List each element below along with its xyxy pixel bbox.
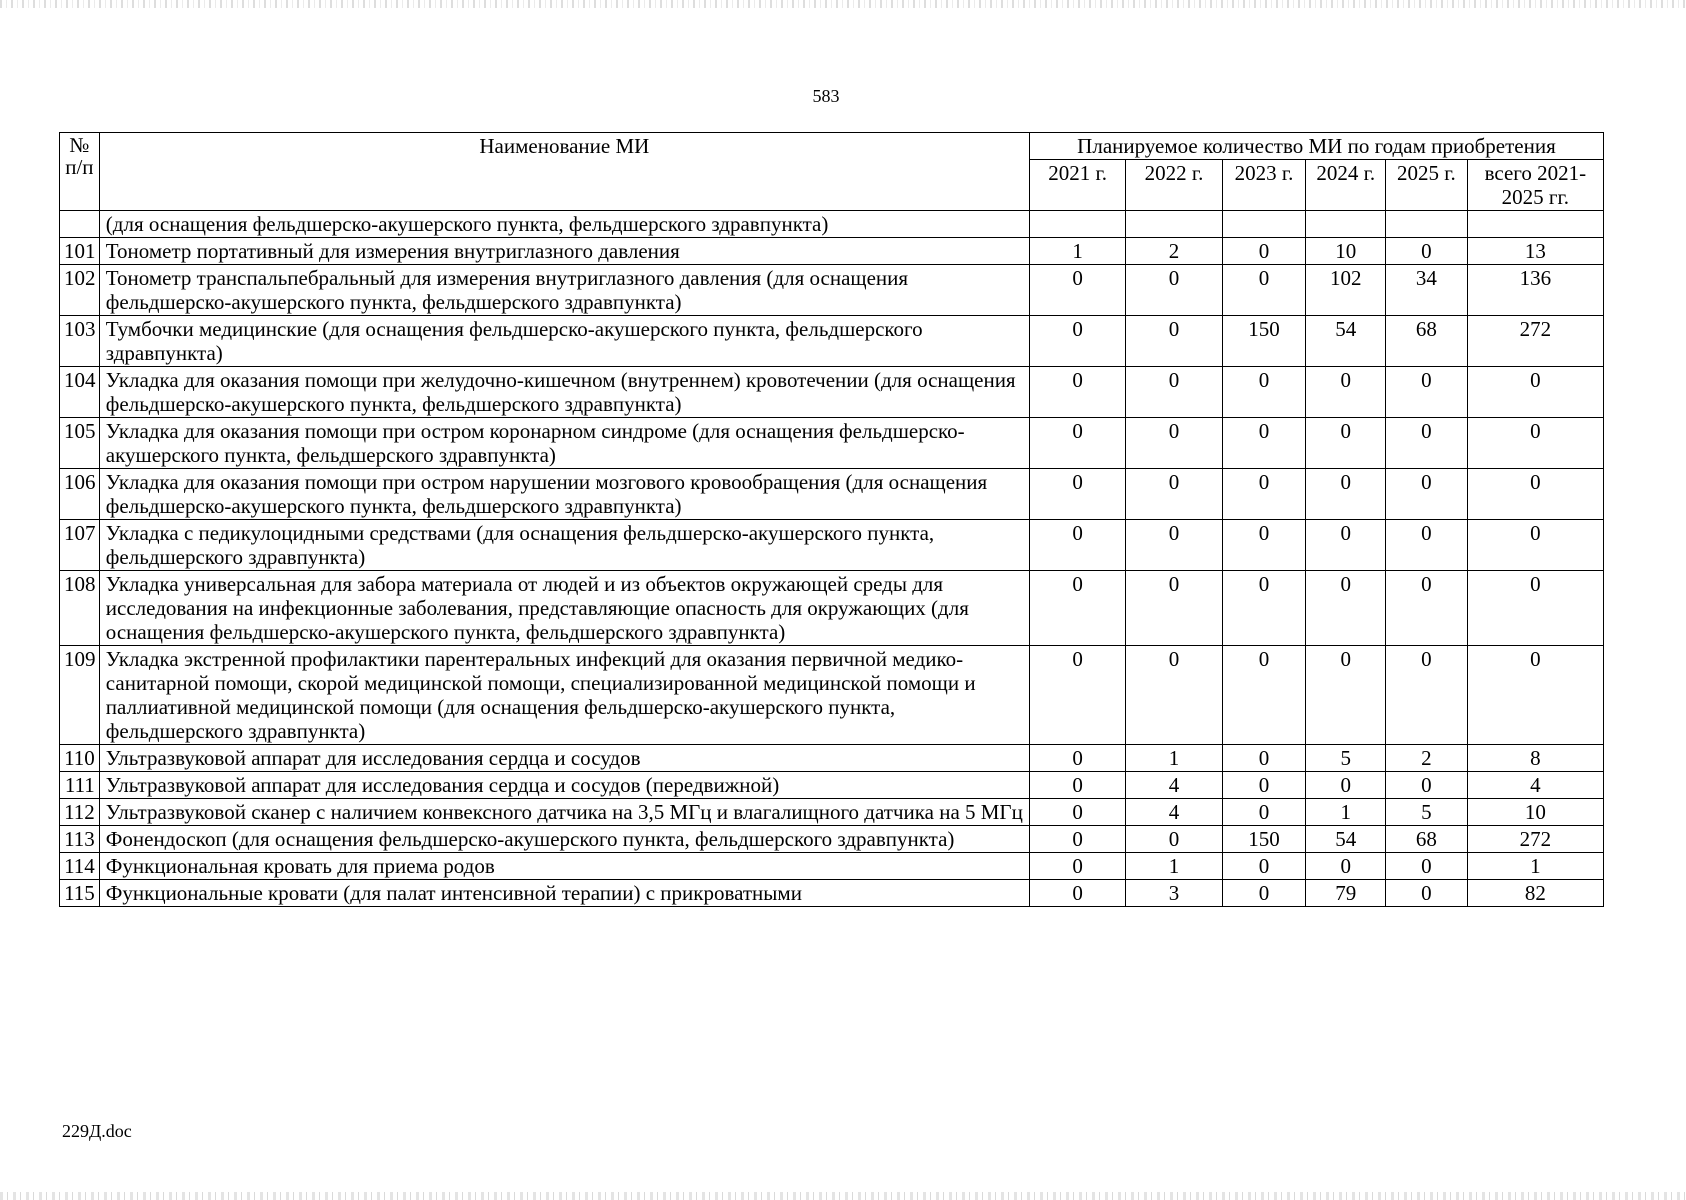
qty-total: 4 bbox=[1467, 772, 1603, 799]
qty-2023: 0 bbox=[1222, 238, 1306, 265]
table-row bbox=[60, 265, 1604, 316]
table-row bbox=[60, 799, 1604, 826]
qty-2021: 0 bbox=[1029, 571, 1125, 646]
table-row bbox=[60, 520, 1604, 571]
row-number: 105 bbox=[60, 418, 100, 469]
qty-total: 0 bbox=[1467, 571, 1603, 646]
header-name: Наименование МИ bbox=[99, 133, 1029, 211]
table-row bbox=[60, 571, 1604, 646]
table-row bbox=[60, 646, 1604, 745]
qty-total: 136 bbox=[1467, 265, 1603, 316]
item-name: Фонендоскоп (для оснащения фельдшерско-акушерского пункта, фельдшерского здравпункта) bbox=[99, 826, 1029, 853]
row-number: 101 bbox=[60, 238, 100, 265]
table-row bbox=[60, 826, 1604, 853]
qty-2023: 0 bbox=[1222, 745, 1306, 772]
qty-2024: 0 bbox=[1306, 367, 1386, 418]
qty-2022: 0 bbox=[1126, 646, 1222, 745]
row-number: 109 bbox=[60, 646, 100, 745]
qty-2025: 68 bbox=[1386, 826, 1468, 853]
row-number: 114 bbox=[60, 853, 100, 880]
qty-2022: 3 bbox=[1126, 880, 1222, 907]
item-name: Функциональная кровать для приема родов bbox=[99, 853, 1029, 880]
qty-2022: 4 bbox=[1126, 772, 1222, 799]
qty-2022: 0 bbox=[1126, 520, 1222, 571]
header-num: № п/п bbox=[60, 133, 100, 211]
item-name: Укладка для оказания помощи при остром нарушении мозгового кровообращения (для оснащения фельдшерско-акушерского пункта, фельдшерского здравпункта) bbox=[99, 469, 1029, 520]
qty-2023: 150 bbox=[1222, 316, 1306, 367]
qty-2023: 0 bbox=[1222, 646, 1306, 745]
qty-2021: 0 bbox=[1029, 799, 1125, 826]
qty-2025: 0 bbox=[1386, 853, 1468, 880]
item-name: Укладка универсальная для забора материала от людей и из объектов окружающей среды для исследования на инфекционные заболевания, представляющие опасность для окружающих (для оснащения фельдшерско-акушерского пункта, фельдшерского здравпункта) bbox=[99, 571, 1029, 646]
row-number: 111 bbox=[60, 772, 100, 799]
qty-2024: 54 bbox=[1306, 316, 1386, 367]
qty-2025: 5 bbox=[1386, 799, 1468, 826]
qty-2021: 0 bbox=[1029, 772, 1125, 799]
qty-2021: 0 bbox=[1029, 418, 1125, 469]
qty-2023: 0 bbox=[1222, 367, 1306, 418]
qty-2023: 0 bbox=[1222, 418, 1306, 469]
row-number bbox=[60, 211, 100, 238]
qty-2021: 0 bbox=[1029, 880, 1125, 907]
item-name: Тонометр портативный для измерения внутриглазного давления bbox=[99, 238, 1029, 265]
row-number: 104 bbox=[60, 367, 100, 418]
qty-2022: 0 bbox=[1126, 571, 1222, 646]
qty-total: 8 bbox=[1467, 745, 1603, 772]
header-year-2022: 2022 г. bbox=[1126, 160, 1222, 211]
qty-2024: 0 bbox=[1306, 418, 1386, 469]
row-number: 106 bbox=[60, 469, 100, 520]
qty-2024: 10 bbox=[1306, 238, 1386, 265]
qty-total: 272 bbox=[1467, 316, 1603, 367]
table-row bbox=[60, 367, 1604, 418]
qty-2022: 2 bbox=[1126, 238, 1222, 265]
qty-2023: 0 bbox=[1222, 469, 1306, 520]
qty-2022: 0 bbox=[1126, 367, 1222, 418]
qty-2021 bbox=[1029, 211, 1125, 238]
qty-2025: 68 bbox=[1386, 316, 1468, 367]
item-name: Укладка с педикулоцидными средствами (для оснащения фельдшерско-акушерского пункта, фельдшерского здравпункта) bbox=[99, 520, 1029, 571]
qty-2025: 2 bbox=[1386, 745, 1468, 772]
row-number: 107 bbox=[60, 520, 100, 571]
qty-2025: 0 bbox=[1386, 520, 1468, 571]
row-number: 110 bbox=[60, 745, 100, 772]
header-total: всего 2021-2025 гг. bbox=[1467, 160, 1603, 211]
row-number: 103 bbox=[60, 316, 100, 367]
item-name: Функциональные кровати (для палат интенсивной терапии) с прикроватными bbox=[99, 880, 1029, 907]
qty-2022: 0 bbox=[1126, 265, 1222, 316]
scan-edge-bottom bbox=[0, 1192, 1686, 1200]
qty-total: 10 bbox=[1467, 799, 1603, 826]
qty-2021: 1 bbox=[1029, 238, 1125, 265]
qty-2023: 0 bbox=[1222, 880, 1306, 907]
table-row bbox=[60, 745, 1604, 772]
table-row bbox=[60, 238, 1604, 265]
header-year-2021: 2021 г. bbox=[1029, 160, 1125, 211]
qty-2022: 0 bbox=[1126, 469, 1222, 520]
qty-2021: 0 bbox=[1029, 745, 1125, 772]
qty-total: 0 bbox=[1467, 418, 1603, 469]
table-row bbox=[60, 469, 1604, 520]
table-row bbox=[60, 880, 1604, 907]
row-number: 102 bbox=[60, 265, 100, 316]
item-name: Укладка экстренной профилактики парентеральных инфекций для оказания первичной медико-санитарной помощи, скорой медицинской помощи, специализированной медицинской помощи и паллиативной медицинской помощи (для оснащения фельдшерско-акушерского пункта, фельдшерского здравпункта) bbox=[99, 646, 1029, 745]
qty-2023: 0 bbox=[1222, 772, 1306, 799]
item-name: Ультразвуковой сканер с наличием конвексного датчика на 3,5 МГц и влагалищного датчика на 5 МГц bbox=[99, 799, 1029, 826]
qty-2021: 0 bbox=[1029, 469, 1125, 520]
qty-2024: 1 bbox=[1306, 799, 1386, 826]
qty-2025: 0 bbox=[1386, 772, 1468, 799]
qty-2022: 0 bbox=[1126, 316, 1222, 367]
item-name: Ультразвуковой аппарат для исследования сердца и сосудов (передвижной) bbox=[99, 772, 1029, 799]
qty-total: 0 bbox=[1467, 520, 1603, 571]
qty-total: 1 bbox=[1467, 853, 1603, 880]
item-name: Укладка для оказания помощи при остром коронарном синдроме (для оснащения фельдшерско-акушерского пункта, фельдшерского здравпункта) bbox=[99, 418, 1029, 469]
header-year-2024: 2024 г. bbox=[1306, 160, 1386, 211]
row-number: 108 bbox=[60, 571, 100, 646]
item-name: Тумбочки медицинские (для оснащения фельдшерско-акушерского пункта, фельдшерского здравпункта) bbox=[99, 316, 1029, 367]
qty-2023: 0 bbox=[1222, 571, 1306, 646]
qty-2023 bbox=[1222, 211, 1306, 238]
qty-2024: 5 bbox=[1306, 745, 1386, 772]
qty-2023: 0 bbox=[1222, 520, 1306, 571]
qty-total: 0 bbox=[1467, 646, 1603, 745]
header-year-2025: 2025 г. bbox=[1386, 160, 1468, 211]
qty-total: 0 bbox=[1467, 367, 1603, 418]
qty-2024: 0 bbox=[1306, 520, 1386, 571]
qty-2024: 0 bbox=[1306, 469, 1386, 520]
row-number: 112 bbox=[60, 799, 100, 826]
header-group: Планируемое количество МИ по годам приобретения bbox=[1029, 133, 1603, 160]
qty-total: 0 bbox=[1467, 469, 1603, 520]
qty-total: 82 bbox=[1467, 880, 1603, 907]
row-number: 113 bbox=[60, 826, 100, 853]
qty-2021: 0 bbox=[1029, 367, 1125, 418]
qty-2022: 0 bbox=[1126, 418, 1222, 469]
row-number: 115 bbox=[60, 880, 100, 907]
qty-2024: 102 bbox=[1306, 265, 1386, 316]
qty-2022 bbox=[1126, 211, 1222, 238]
qty-2025: 0 bbox=[1386, 238, 1468, 265]
qty-total: 13 bbox=[1467, 238, 1603, 265]
qty-2025: 0 bbox=[1386, 571, 1468, 646]
equipment-table bbox=[59, 132, 1604, 907]
qty-2024: 0 bbox=[1306, 772, 1386, 799]
qty-2021: 0 bbox=[1029, 646, 1125, 745]
qty-2021: 0 bbox=[1029, 316, 1125, 367]
scan-edge-top bbox=[0, 0, 1686, 8]
qty-2024 bbox=[1306, 211, 1386, 238]
qty-2021: 0 bbox=[1029, 826, 1125, 853]
qty-2022: 0 bbox=[1126, 826, 1222, 853]
table-row bbox=[60, 772, 1604, 799]
qty-total: 272 bbox=[1467, 826, 1603, 853]
qty-2024: 79 bbox=[1306, 880, 1386, 907]
table-row bbox=[60, 853, 1604, 880]
qty-2025: 0 bbox=[1386, 418, 1468, 469]
item-name: Тонометр транспальпебральный для измерения внутриглазного давления (для оснащения фельдшерско-акушерского пункта, фельдшерского здравпункта) bbox=[99, 265, 1029, 316]
qty-2025: 0 bbox=[1386, 646, 1468, 745]
item-name: Укладка для оказания помощи при желудочно-кишечном (внутреннем) кровотечении (для оснащения фельдшерско-акушерского пункта, фельдшерского здравпункта) bbox=[99, 367, 1029, 418]
qty-2024: 54 bbox=[1306, 826, 1386, 853]
table-row bbox=[60, 418, 1604, 469]
qty-2023: 150 bbox=[1222, 826, 1306, 853]
table-body bbox=[60, 211, 1604, 907]
qty-2023: 0 bbox=[1222, 799, 1306, 826]
qty-2022: 1 bbox=[1126, 745, 1222, 772]
qty-2025: 0 bbox=[1386, 469, 1468, 520]
table-row bbox=[60, 316, 1604, 367]
qty-2023: 0 bbox=[1222, 265, 1306, 316]
qty-2024: 0 bbox=[1306, 853, 1386, 880]
table-row bbox=[60, 211, 1604, 238]
header-year-2023: 2023 г. bbox=[1222, 160, 1306, 211]
item-name: (для оснащения фельдшерско-акушерского пункта, фельдшерского здравпункта) bbox=[99, 211, 1029, 238]
qty-2025: 34 bbox=[1386, 265, 1468, 316]
qty-total bbox=[1467, 211, 1603, 238]
header-row-1 bbox=[60, 133, 1604, 160]
qty-2022: 4 bbox=[1126, 799, 1222, 826]
qty-2024: 0 bbox=[1306, 646, 1386, 745]
page-number: 583 bbox=[812, 86, 840, 106]
qty-2023: 0 bbox=[1222, 853, 1306, 880]
qty-2022: 1 bbox=[1126, 853, 1222, 880]
qty-2021: 0 bbox=[1029, 853, 1125, 880]
item-name: Ультразвуковой аппарат для исследования сердца и сосудов bbox=[99, 745, 1029, 772]
qty-2025: 0 bbox=[1386, 880, 1468, 907]
qty-2025: 0 bbox=[1386, 367, 1468, 418]
footer-filename: 229Д.doc bbox=[62, 1121, 132, 1141]
qty-2024: 0 bbox=[1306, 571, 1386, 646]
qty-2021: 0 bbox=[1029, 265, 1125, 316]
qty-2025 bbox=[1386, 211, 1468, 238]
qty-2021: 0 bbox=[1029, 520, 1125, 571]
